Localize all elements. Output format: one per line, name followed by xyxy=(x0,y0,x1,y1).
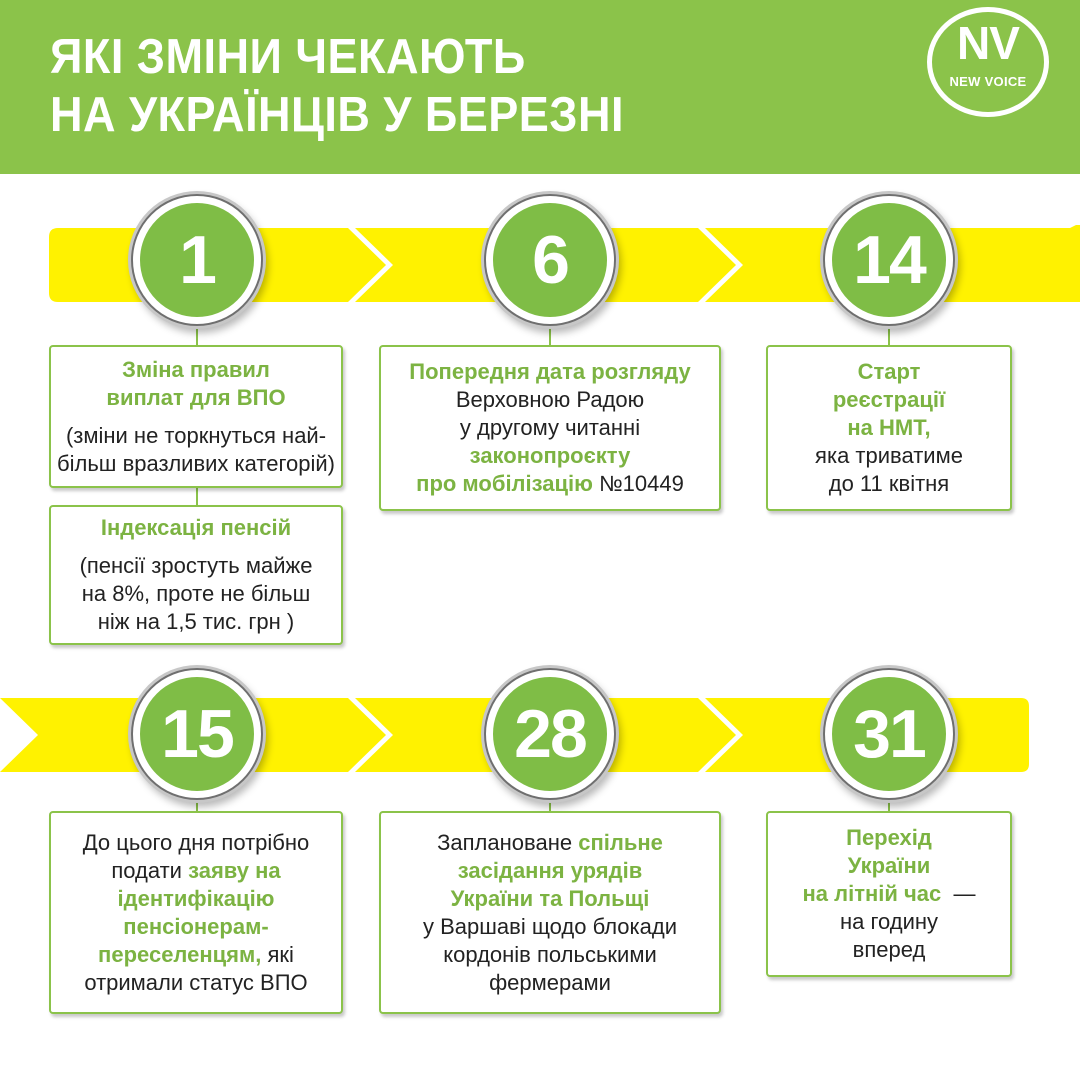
card-text-line xyxy=(51,941,341,969)
card-note: більш вразливих категорій) xyxy=(57,450,335,476)
card-text: отримали статус ВПО xyxy=(84,969,308,995)
day-circle-31: 31 xyxy=(825,670,953,798)
day-circle-1: 1 xyxy=(133,196,261,324)
card-highlight: засідання урядів xyxy=(457,857,643,883)
card-title: України xyxy=(847,853,931,878)
card-text: вперед xyxy=(852,937,926,962)
card-text: — xyxy=(941,881,976,906)
card-note: (пенсії зростуть майже xyxy=(79,553,313,578)
day-circle-6: 6 xyxy=(486,196,614,324)
card-text-line xyxy=(768,880,1010,908)
card-text: у другому читанні xyxy=(459,415,641,440)
card-title: реєстрації xyxy=(832,387,946,412)
card-title: Індексація пенсій xyxy=(100,515,292,540)
card-note: на 8%, проте не більш xyxy=(81,581,311,606)
bill-number: №10449 xyxy=(592,471,684,496)
card-highlight: на літній час xyxy=(802,881,942,906)
card-day-1-pension-indexation xyxy=(49,505,343,645)
day-circle-15: 15 xyxy=(133,670,261,798)
card-text: кордонів польськими xyxy=(443,941,657,967)
card-text: Заплановане xyxy=(437,829,579,855)
day-circle-28: 28 xyxy=(486,670,614,798)
card-title: Попередня дата розгляду xyxy=(409,359,691,384)
card-note: (зміни не торкнуться най- xyxy=(65,422,327,448)
title-line-2: НА УКРАЇНЦІВ У БЕРЕЗНІ xyxy=(50,88,625,142)
header-banner xyxy=(0,0,1080,174)
card-text: які xyxy=(261,941,294,967)
card-note: ніж на 1,5 тис. грн ) xyxy=(97,609,295,634)
card-text: Верховною Радою xyxy=(455,387,645,412)
title-line-1: ЯКІ ЗМІНИ ЧЕКАЮТЬ xyxy=(50,30,526,84)
card-day-6-mobilization-bill xyxy=(379,345,721,511)
page-title xyxy=(50,28,624,144)
card-highlight: ідентифікацію xyxy=(117,885,275,911)
card-text: яка триватиме xyxy=(815,443,963,468)
card-text: фермерами xyxy=(489,969,611,995)
card-title: виплат для ВПО xyxy=(106,384,286,410)
card-highlight: України та Польщі xyxy=(450,885,650,911)
card-day-1-idp-payments xyxy=(49,345,343,488)
card-title: на НМТ, xyxy=(847,415,931,440)
card-text: у Варшаві щодо блокади xyxy=(422,913,678,939)
card-day-14-nmt-registration xyxy=(766,345,1012,511)
card-text-line xyxy=(381,829,719,857)
card-text: до 11 квітня xyxy=(828,471,950,496)
card-text: До цього дня потрібно xyxy=(82,829,310,855)
card-highlight: переселенцям, xyxy=(98,941,262,967)
card-day-28-joint-government-meeting xyxy=(379,811,721,1014)
logo-wordmark: NEW VOICE xyxy=(949,74,1027,89)
card-text-line xyxy=(51,857,341,885)
card-day-31-daylight-saving-time xyxy=(766,811,1012,977)
card-title: Перехід xyxy=(846,825,932,850)
card-day-15-pensioner-identification xyxy=(49,811,343,1014)
card-title: Старт xyxy=(857,359,921,384)
card-highlight: спільне xyxy=(578,829,663,855)
logo-mark: NV xyxy=(957,17,1019,69)
card-highlight: пенсіонерам- xyxy=(123,913,269,939)
card-text: на годину xyxy=(839,909,939,934)
card-highlight: законопроєкту xyxy=(469,443,631,468)
nv-logo xyxy=(927,7,1049,117)
day-circle-14: 14 xyxy=(825,196,953,324)
card-highlight: про мобілізацію xyxy=(416,471,593,496)
card-text-line xyxy=(381,470,719,498)
card-highlight: заяву на xyxy=(188,857,281,883)
card-title: Зміна правил xyxy=(122,356,270,382)
card-text: подати xyxy=(111,857,189,883)
